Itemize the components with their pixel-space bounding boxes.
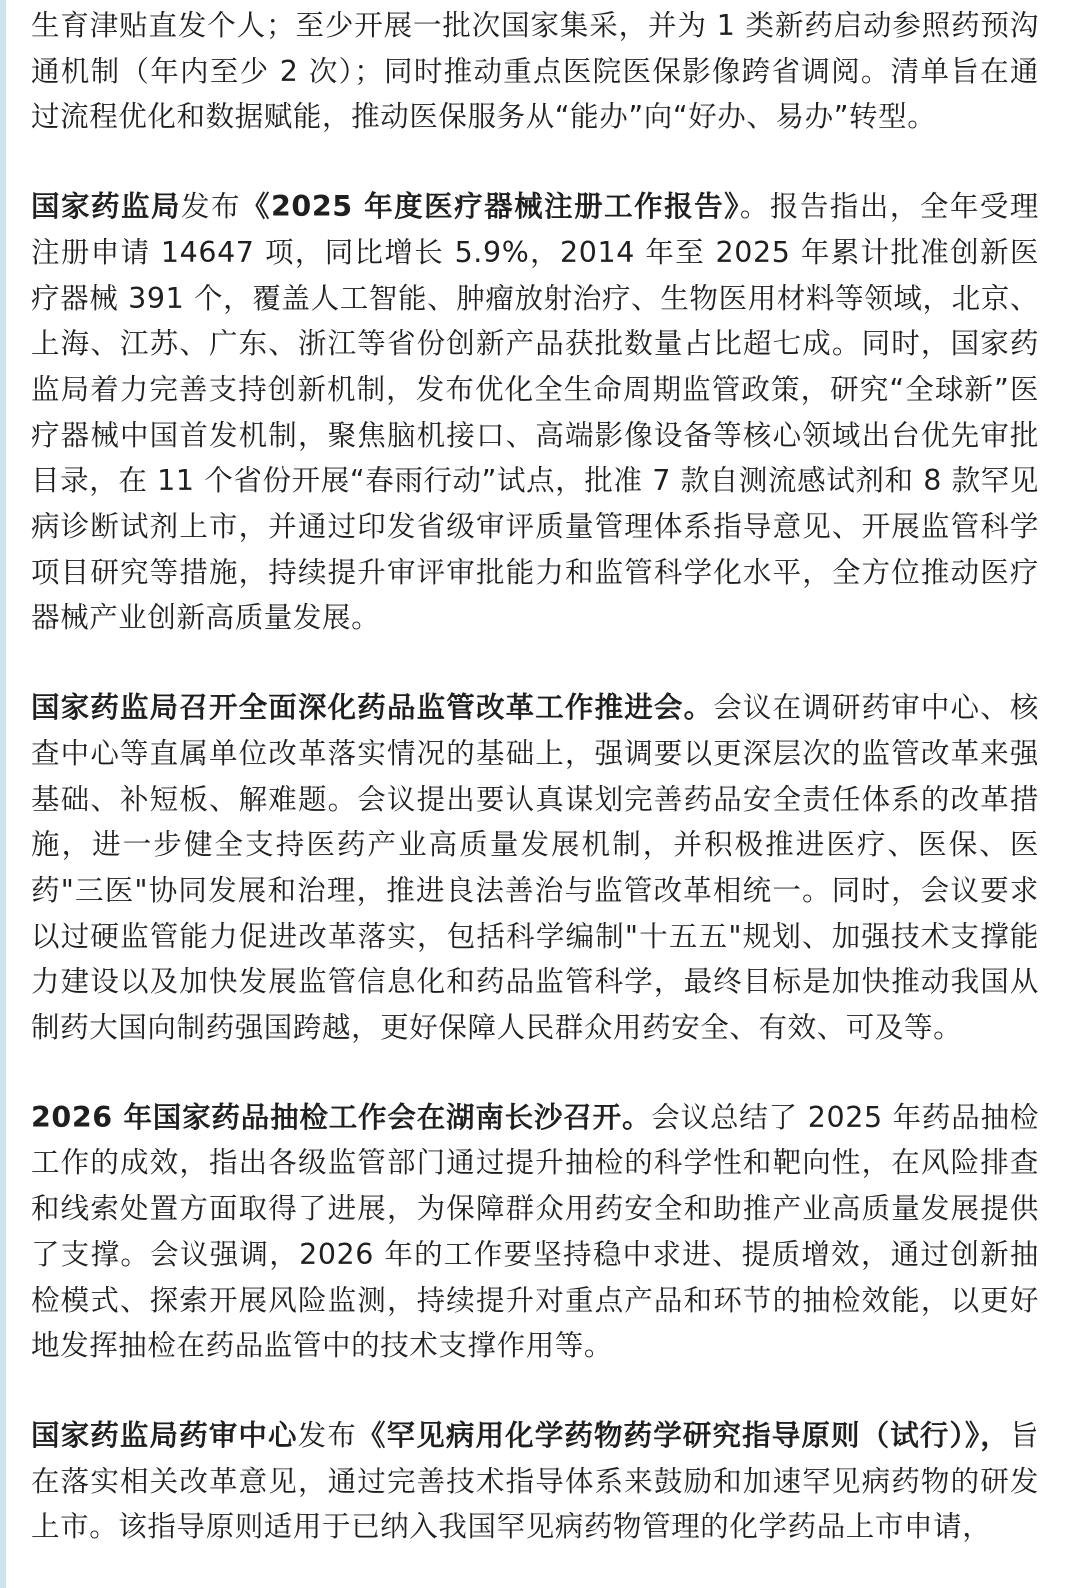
paragraph-text: 旨在落实相关改革意见，通过完善技术指导体系来鼓励和加速罕见病药物的研发上市。该指导原则适用于已纳入我国罕见病药物管理的化学药品上市申请， — [31, 1418, 1040, 1544]
paragraph-reform-meeting — [31, 685, 1039, 1051]
paragraph-gap — [31, 140, 1039, 184]
paragraph-gap — [31, 1369, 1039, 1413]
paragraph-gap — [31, 641, 1039, 685]
paragraph-text: 。报告指出，全年受理注册申请 14647 项，同比增长 5.9%，2014 年至 2025 年累计批准创新医疗器械 391 个，覆盖人工智能、肿瘤放射治疗、生物医用材料等领域，北京、上海、江苏、广东、浙江等省份创新产品获批数量占比超七成。同时，国家药监局着力完善支持创新机制，发布优化全生命周期监管政策，研究“全球新”医疗器械中国首发机制，聚焦脑机接口、高端影像设备等核心领域出台优先审批目录，在 11 个省份开展“春雨行动”试点，批准 7 款自测流感试剂和 8 款罕见病诊断试剂上市，并通过印发省级审评质量管理体系指导意见、开展监管科学项目研究等措施，持续提升审评审批能力和监管科学化水平，全方位推动医疗器械产业创新高质量发展。 — [31, 190, 1039, 635]
paragraph-lead-verb: 发布 — [181, 190, 241, 224]
paragraph-lead-verb: 发布 — [297, 1418, 357, 1452]
paragraph-text: 生育津贴直发个人；至少开展一批次国家集采，并为 1 类新药启动参照药预沟通机制（年内至少 2 次）；同时推动重点医院医保影像跨省调阅。清单旨在通过流程优化和数据赋能，推动医保服务从“能办”向“好办、易办”转型。 — [31, 9, 1039, 134]
paragraph-headline: 2026 年国家药品抽检工作会在湖南长沙召开。 — [31, 1100, 652, 1134]
left-accent-rule — [0, 0, 6, 1588]
paragraph-lead-org: 国家药监局 — [31, 190, 181, 224]
paragraph-sampling-meeting — [31, 1095, 1039, 1369]
paragraph-guideline-title: 《罕见病用化学药物药学研究指导原则（试行）》， — [356, 1418, 1010, 1452]
paragraph-gap — [31, 1051, 1039, 1095]
paragraph-text: 会议总结了 2025 年药品抽检工作的成效，指出各级监管部门通过提升抽检的科学性和靶向性，在风险排查和线索处置方面取得了进展，为保障群众用药安全和助推产业高质量发展提供了支撑。会议强调，2026 年的工作要坚持稳中求进、提质增效，通过创新抽检模式、探索开展风险监测，持续提升对重点产品和环节的抽检效能，以更好地发挥抽检在药品监管中的技术支撑作用等。 — [31, 1100, 1040, 1363]
paragraph-lead-org: 国家药监局药审中心 — [31, 1418, 298, 1452]
paragraph-headline: 国家药监局召开全面深化药品监管改革工作推进会。 — [31, 691, 714, 725]
paragraph-device-registration-report — [31, 184, 1039, 641]
paragraph-rare-disease-guideline — [31, 1413, 1039, 1550]
article-body — [31, 0, 1039, 1550]
paragraph-report-title: 《2025 年度医疗器械注册工作报告》 — [241, 190, 740, 224]
paragraph-text: 会议在调研药审中心、核查中心等直属单位改革落实情况的基础上，强调要以更深层次的监管改革来强基础、补短板、解难题。会议提出要认真谋划完善药品安全责任体系的改革措施，进一步健全支持医药产业高质量发展机制，并积极推进医疗、医保、医药"三医"协同发展和治理，推进良法善治与监管改革相统一。同时，会议要求以过硬监管能力促进改革落实，包括科学编制"十五五"规划、加强技术支撑能力建设以及加快发展监管信息化和药品监管科学，最终目标是加快推动我国从制药大国向制药强国跨越，更好保障人民群众用药安全、有效、可及等。 — [31, 691, 1039, 1045]
paragraph-insurance-checklist — [31, 3, 1039, 140]
